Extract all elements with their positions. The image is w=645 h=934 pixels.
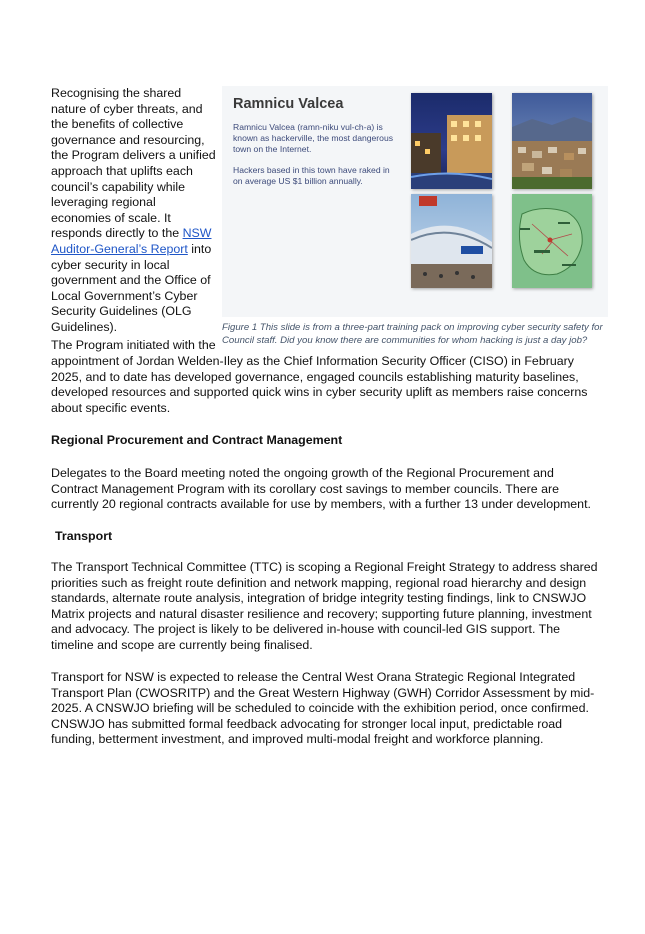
slide-description-1: Ramnicu Valcea (ramn-niku vul-ch-a) is known as hackerville, the most dangerous town on the Internet.: [233, 122, 394, 154]
shopping-mall-photo: [411, 194, 492, 288]
transport-paragraph-2: Transport for NSW is expected to release the Central West Orana Strategic Regional Integrated Transport Plan (CWOSRITP) and the Great Western Highway (GWH) Corridor Assessment by mid-2025. A CNSWJO briefing will be scheduled to coincide with the exhibition period, once confirmed. CNSWJO has submitted formal feedback advocating for stronger local input, predictable road funding, betterment investment, and improved multi-modal freight and workforce planning.: [51, 670, 595, 747]
transport-paragraph-1: The Transport Technical Committee (TTC) is scoping a Regional Freight Strategy to address shared priorities such as freight route definition and network mapping, regional road hierarchy and design standards, alternate route analysis, integration of bridge integrity testing findings, link to CNSWJO Matrix projects and natural disaster resilience and recovery; supporting future planning, investment and advocacy. The project is likely to be delivered in-house with council-led GIS support. The timeline and scope are currently being finalised.: [51, 560, 598, 652]
figure-caption: Figure 1 This slide is from a three-part training pack on improving cyber security safety for Council staff. Did you know there are communities for whom hacking is just a day job?: [222, 322, 603, 346]
slide-description-2: Hackers based in this town have raked in on average US $1 billion annually.: [233, 165, 390, 186]
intro-text-after: into cyber security in local government and the Office of Local Government’s Cyber Security Guidelines (OLG Guidelines).: [51, 241, 212, 334]
procurement-paragraph: Delegates to the Board meeting noted the ongoing growth of the Regional Procurement and Contract Management Program with its corollary cost savings to member councils. There are currently 20 regional contracts available for use by members, with a further 13 under development.: [51, 466, 591, 512]
program-paragraph-line1: The Program initiated with the: [51, 338, 216, 352]
slide-text-block: [233, 96, 398, 197]
night-city-photo: [411, 93, 492, 189]
transport-heading: Transport: [55, 529, 113, 543]
intro-paragraph: [51, 86, 219, 336]
procurement-heading: Regional Procurement and Contract Management: [51, 433, 343, 447]
ramnicu-valcea-slide-figure: [222, 86, 608, 317]
romania-map-image: [512, 194, 592, 288]
auditor-general-report-link[interactable]: NSW Auditor-General’s Report: [51, 226, 212, 256]
intro-text-before: Recognising the shared nature of cyber threats, and the benefits of collective governance and resourcing, the Program delivers a unified approach that uplifts each council’s capability while leveraging regional economies of scale. It responds directly to the: [51, 86, 216, 241]
program-paragraph-body: appointment of Jordan Welden-Iley as the Chief Information Security Officer (CISO) in February 2025, and to date has developed governance, engaged councils establishing maturity baselines, developed resources and supported quick wins in cyber security uplift as members raise concerns about specific events.: [51, 354, 588, 415]
town-aerial-photo: [512, 93, 592, 189]
slide-title: Ramnicu Valcea: [233, 96, 344, 112]
